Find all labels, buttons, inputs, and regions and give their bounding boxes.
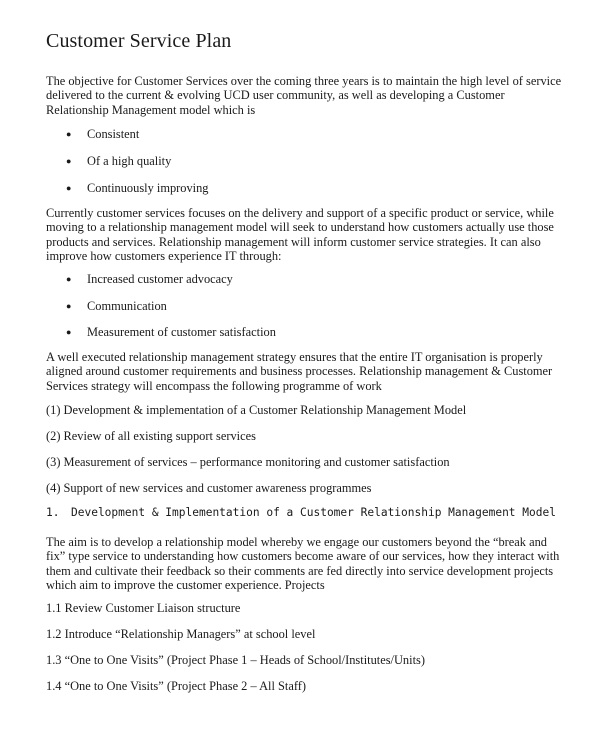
section-number: 1.: [46, 506, 60, 519]
bullet-icon: ●: [66, 183, 72, 193]
bullet-icon: ●: [66, 274, 72, 284]
bullet-icon: ●: [66, 156, 72, 166]
programme-item: (4) Support of new services and customer awareness programmes: [46, 481, 372, 495]
project-item: 1.4 “One to One Visits” (Project Phase 2 – All Staff): [46, 679, 306, 693]
programme-item: (3) Measurement of services – performance monitoring and customer satisfaction: [46, 455, 450, 469]
project-item: 1.2 Introduce “Relationship Managers” at school level: [46, 627, 316, 641]
section-heading-text: Development & Implementation of a Customer Relationship Management Model: [71, 506, 556, 519]
programme-item: (2) Review of all existing support services: [46, 429, 256, 443]
project-item: 1.1 Review Customer Liaison structure: [46, 601, 241, 615]
bullet-icon: ●: [66, 327, 72, 337]
section-body: The aim is to develop a relationship model whereby we engage our customers beyond the “break and fix” type service to understanding how customers become aware of our services, how they interact with them and cultivate their feedback so their comments are fed directly into service development projects which aim to improve the customer experience. Projects: [46, 535, 560, 592]
relationship-paragraph: Currently customer services focuses on the delivery and support of a specific product or service, while moving to a relationship management model will seek to understand how customers actually use those products and services. Relationship management will inform customer service strategies. It can also improve how customers experience IT through:: [46, 206, 554, 263]
project-item: 1.3 “One to One Visits” (Project Phase 1 – Heads of School/Institutes/Units): [46, 653, 425, 667]
programme-item: (1) Development & implementation of a Customer Relationship Management Model: [46, 403, 467, 417]
bullet-icon: ●: [66, 301, 72, 311]
intro-paragraph: The objective for Customer Services over the coming three years is to maintain the high level of service delivered to the current & evolving UCD user community, as well as developing a Customer Relationship Management model which is: [46, 74, 562, 117]
section-heading: [46, 506, 556, 520]
document-page: Customer Service Plan The objective for Customer Services over the coming three years is to maintain the high level of service delivered to the current & evolving UCD user community, as well as developing a Customer Relationship Management model which is ● Consistent ● Of a high quality ● Continuously improving Currently customer services focuses on the delivery and support of a specific product or service, while moving to a relationship management model will seek to understand how customers actually use those products and services. Relationship management will inform customer service strategies. It can also improve how customers experience IT through: ● Increased customer advocacy ● Communication ● Measurement of customer satisfaction A well executed relationship management strategy ensures that the entire IT organisation is properly aligned around customer requirements and business processes. Relationship management & Customer Services strategy will encompass the following programme of work (1) Development & implementation of a Customer Relationship Management Model (2) Review of all existing support services (3) Measurement of services – performance monitoring and customer satisfaction (4) Support of new services and customer awareness programmes 1. Development & Implementation of a Customer Relationship Management Model The aim is to develop a relationship model whereby we engage our customers beyond the “break and fix” type service to understanding how customers become aware of our services, how they interact with them and cultivate their feedback so their comments are fed directly into service development projects which aim to improve the customer experience. Projects 1.1 Review Customer Liaison structure 1.2 Introduce “Relationship Managers” at school level 1.3 “One to One Visits” (Project Phase 1 – Heads of School/Institutes/Units) 1.4 “One to One Visits” (Project Phase 2 – All Staff): [0, 0, 600, 730]
page-title: Customer Service Plan: [46, 30, 232, 52]
bullet-icon: ●: [66, 129, 72, 139]
strategy-paragraph: A well executed relationship management strategy ensures that the entire IT organisation is properly aligned around customer requirements and business processes. Relationship management & Customer Services strategy will encompass the following programme of work: [46, 350, 553, 393]
